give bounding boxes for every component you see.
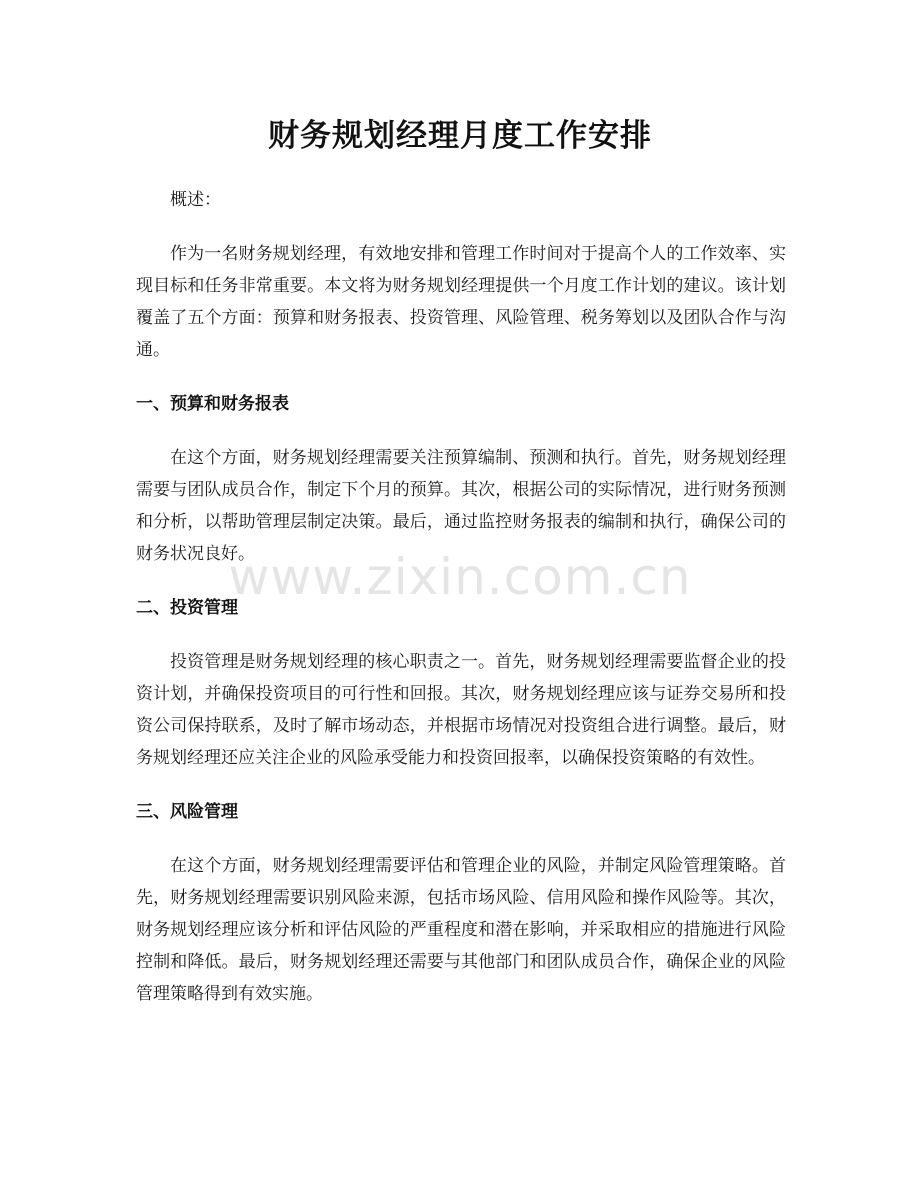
section-heading-risk: 三、风险管理 (136, 802, 238, 822)
section-heading-budget: 一、预算和财务报表 (136, 394, 289, 414)
overview-paragraph: 作为一名财务规划经理，有效地安排和管理工作时间对于提高个人的工作效率、实现目标和任务非常重要。本文将为财务规划经理提供一个月度工作计划的建议。该计划覆盖了五个方面：预算和财务报表、投资管理、风险管理、税务筹划以及团队合作与沟通。 (136, 244, 786, 360)
page-title: 财务规划经理月度工作安排 (268, 118, 652, 154)
document-body (136, 184, 786, 1010)
section-body-investment: 投资管理是财务规划经理的核心职责之一。首先，财务规划经理需要监督企业的投资计划，并确保投资项目的可行性和回报。其次，财务规划经理应该与证券交易所和投资公司保持联系，及时了解市场动态，并根据市场情况对投资组合进行调整。最后，财务规划经理还应关注企业的风险承受能力和投资回报率，以确保投资策略的有效性。 (136, 652, 786, 768)
section-body-risk: 在这个方面，财务规划经理需要评估和管理企业的风险，并制定风险管理策略。首先，财务规划经理需要识别风险来源，包括市场风险、信用风险和操作风险等。其次，财务规划经理应该分析和评估风险的严重程度和潜在影响，并采取相应的措施进行风险控制和降低。最后，财务规划经理还需要与其他部门和团队成员合作，确保企业的风险管理策略得到有效实施。 (136, 856, 786, 1004)
section-body-budget: 在这个方面，财务规划经理需要关注预算编制、预测和执行。首先，财务规划经理需要与团队成员合作，制定下个月的预算。其次，根据公司的实际情况，进行财务预测和分析，以帮助管理层制定决策。最后，通过监控财务报表的编制和执行，确保公司的财务状况良好。 (136, 448, 786, 564)
watermark: www.zixin.com.cn (228, 548, 692, 606)
section-heading-investment: 二、投资管理 (136, 598, 238, 618)
overview-label: 概述： (170, 190, 221, 210)
